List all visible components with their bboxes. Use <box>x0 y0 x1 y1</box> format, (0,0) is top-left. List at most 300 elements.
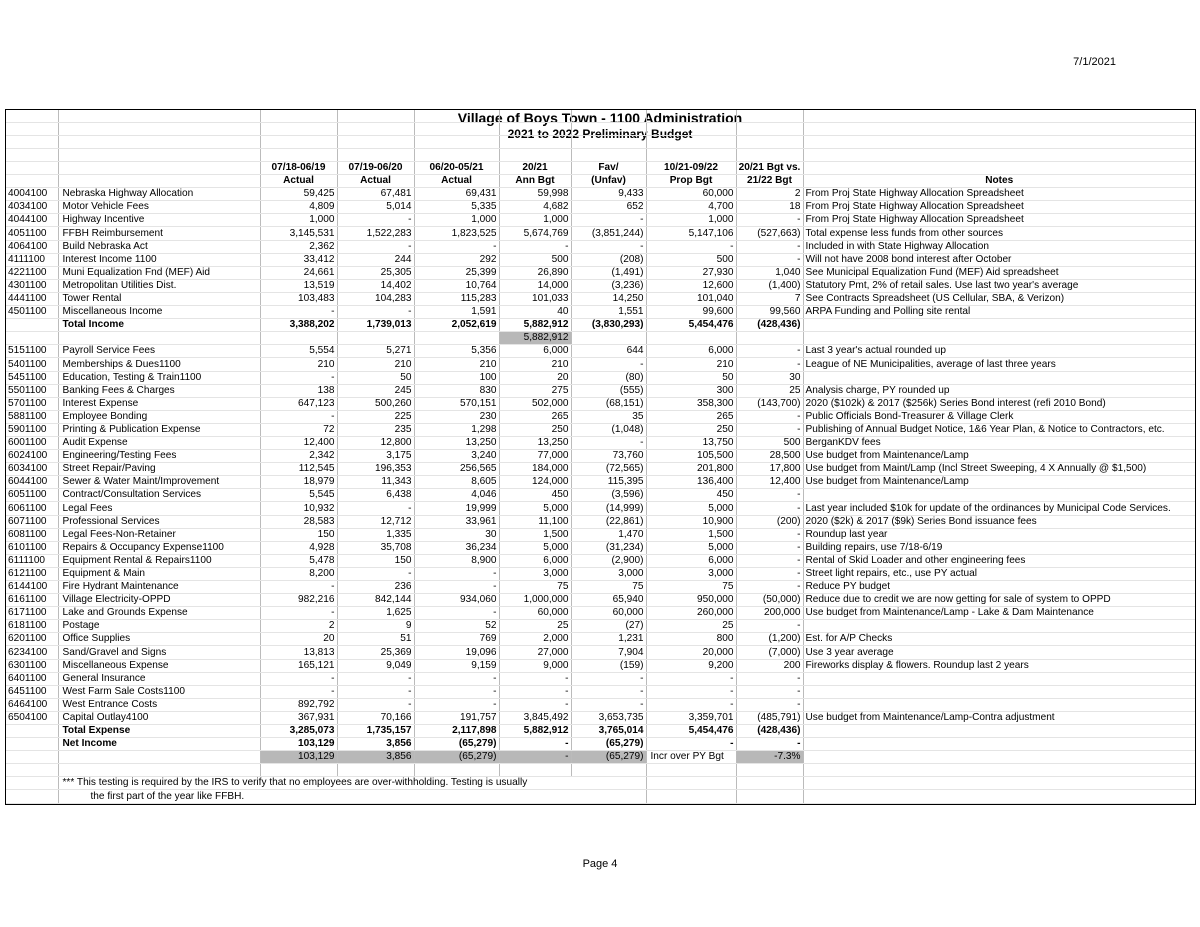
expense-row <box>6 607 1195 620</box>
budget-variance: 12,400 <box>736 476 803 489</box>
empty-cell <box>571 123 646 136</box>
line-note: See Municipal Equalization Fund (MEF) Aid spreadsheet <box>803 266 1195 279</box>
actual-1920: 25,305 <box>337 266 414 279</box>
account-code: 6034100 <box>6 463 58 476</box>
budget-variance: 18 <box>736 201 803 214</box>
line-description: Interest Expense <box>58 397 260 410</box>
actual-1819: - <box>260 581 337 594</box>
empty-cell <box>260 764 337 777</box>
line-note: Building repairs, use 7/18-6/19 <box>803 541 1195 554</box>
proposed-budget-2122: 201,800 <box>646 463 736 476</box>
proposed-budget-2122: 20,000 <box>646 646 736 659</box>
proposed-budget-2122: 101,040 <box>646 292 736 305</box>
actual-2021: 256,565 <box>414 463 499 476</box>
incr-over-py-label: Incr over PY Bgt <box>646 751 736 764</box>
account-code: 6181100 <box>6 620 58 633</box>
line-description: West Entrance Costs <box>58 698 260 711</box>
annual-budget-2021: 5,000 <box>499 502 571 515</box>
line-description: Muni Equalization Fnd (MEF) Aid <box>58 266 260 279</box>
net-income-check: 103,129 <box>260 751 337 764</box>
proposed-budget-2122: 1,500 <box>646 528 736 541</box>
budget-variance: (1,400) <box>736 279 803 292</box>
actual-1819: 33,412 <box>260 253 337 266</box>
expense-row <box>6 646 1195 659</box>
actual-2021: 33,961 <box>414 515 499 528</box>
line-note: See Contracts Spreadsheet (US Cellular, SBA, & Verizon) <box>803 292 1195 305</box>
expense-row <box>6 620 1195 633</box>
net-income-check: (65,279) <box>571 751 646 764</box>
empty-cell <box>499 110 571 123</box>
income-row <box>6 253 1195 266</box>
empty-cell <box>499 123 571 136</box>
line-description: Postage <box>58 620 260 633</box>
empty-cell <box>803 110 1195 123</box>
account-code <box>6 725 58 738</box>
account-code: 6234100 <box>6 646 58 659</box>
fav-unfav: - <box>571 240 646 253</box>
budget-variance: - <box>736 345 803 358</box>
actual-1920: - <box>337 502 414 515</box>
fav-unfav: - <box>571 214 646 227</box>
actual-1819: - <box>260 306 337 319</box>
line-description: Interest Income 1100 <box>58 253 260 266</box>
fav-unfav: 652 <box>571 201 646 214</box>
column-header: Ann Bgt <box>499 175 571 188</box>
budget-variance: - <box>736 738 803 751</box>
empty-cell <box>260 110 337 123</box>
annual-budget-2021: 3,845,492 <box>499 711 571 724</box>
empty-cell <box>803 149 1195 162</box>
line-description: Miscellaneous Income <box>58 306 260 319</box>
proposed-budget-2122: 105,500 <box>646 450 736 463</box>
empty-cell <box>6 110 58 123</box>
actual-2021: 19,096 <box>414 646 499 659</box>
income-row <box>6 188 1195 201</box>
proposed-budget-2122: - <box>646 240 736 253</box>
budget-variance: - <box>736 541 803 554</box>
annual-budget-2021: 20 <box>499 371 571 384</box>
incr-over-py-pct: -7.3% <box>736 751 803 764</box>
account-code: 6451100 <box>6 685 58 698</box>
fav-unfav: 9,433 <box>571 188 646 201</box>
account-code: 4111100 <box>6 253 58 266</box>
line-description: General Insurance <box>58 672 260 685</box>
annual-budget-2021: 1,000,000 <box>499 594 571 607</box>
actual-1920: 6,438 <box>337 489 414 502</box>
empty-cell <box>58 751 260 764</box>
empty-cell <box>260 149 337 162</box>
budget-variance: - <box>736 672 803 685</box>
actual-1819: 150 <box>260 528 337 541</box>
annual-budget-2021: 75 <box>499 581 571 594</box>
budget-variance: (527,663) <box>736 227 803 240</box>
empty-cell <box>803 162 1195 175</box>
annual-budget-2021: - <box>499 672 571 685</box>
line-note: Last 3 year's actual rounded up <box>803 345 1195 358</box>
actual-2021: - <box>414 581 499 594</box>
account-code: 4221100 <box>6 266 58 279</box>
empty-cell <box>646 123 736 136</box>
budget-variance: 30 <box>736 371 803 384</box>
fav-unfav: (159) <box>571 659 646 672</box>
empty-cell <box>646 332 736 345</box>
fav-unfav: (1,491) <box>571 266 646 279</box>
actual-1819: 367,931 <box>260 711 337 724</box>
line-description: Payroll Service Fees <box>58 345 260 358</box>
empty-cell <box>803 790 1195 803</box>
budget-variance: (485,791) <box>736 711 803 724</box>
line-note <box>803 698 1195 711</box>
fav-unfav: - <box>571 436 646 449</box>
empty-cell <box>736 790 803 803</box>
actual-1920: 12,712 <box>337 515 414 528</box>
line-description: Metropolitan Utilities Dist. <box>58 279 260 292</box>
income-row <box>6 306 1195 319</box>
actual-2021: 52 <box>414 620 499 633</box>
account-code: 4051100 <box>6 227 58 240</box>
account-code: 6464100 <box>6 698 58 711</box>
actual-1920: 25,369 <box>337 646 414 659</box>
empty-cell <box>803 777 1195 790</box>
line-note: Use budget from Maintenance/Lamp <box>803 450 1195 463</box>
account-code: 6024100 <box>6 450 58 463</box>
actual-1819: 138 <box>260 384 337 397</box>
actual-1920: 50 <box>337 371 414 384</box>
empty-cell <box>260 136 337 149</box>
fav-unfav: 115,395 <box>571 476 646 489</box>
actual-2021: 210 <box>414 358 499 371</box>
empty-cell <box>571 136 646 149</box>
line-note: Publishing of Annual Budget Notice, 1&6 Year Plan, & Notice to Contractors, etc. <box>803 423 1195 436</box>
income-row <box>6 240 1195 253</box>
line-note: Use budget from Maint/Lamp (Incl Street Sweeping, 4 X Annually @ $1,500) <box>803 463 1195 476</box>
fav-unfav: 644 <box>571 345 646 358</box>
account-code: 6071100 <box>6 515 58 528</box>
account-code: 4301100 <box>6 279 58 292</box>
empty-cell <box>58 175 260 188</box>
budget-variance: - <box>736 240 803 253</box>
empty-cell <box>337 149 414 162</box>
annual-budget-2021: 450 <box>499 489 571 502</box>
annual-budget-2021: 77,000 <box>499 450 571 463</box>
actual-2021: 2,117,898 <box>414 725 499 738</box>
line-description: Capital Outlay4100 <box>58 711 260 724</box>
actual-2021: 9,159 <box>414 659 499 672</box>
annual-budget-2021: 124,000 <box>499 476 571 489</box>
annual-budget-2021: - <box>499 240 571 253</box>
budget-variance: 17,800 <box>736 463 803 476</box>
empty-cell <box>736 332 803 345</box>
actual-1819: 3,145,531 <box>260 227 337 240</box>
empty-cell <box>414 764 499 777</box>
budget-variance: - <box>736 410 803 423</box>
empty-cell <box>6 149 58 162</box>
actual-2021: 830 <box>414 384 499 397</box>
actual-1819: 4,928 <box>260 541 337 554</box>
budget-variance: 500 <box>736 436 803 449</box>
expense-row <box>6 554 1195 567</box>
account-code: 4064100 <box>6 240 58 253</box>
empty-cell <box>646 110 736 123</box>
actual-1920: 11,343 <box>337 476 414 489</box>
empty-cell <box>414 110 499 123</box>
empty-cell <box>736 110 803 123</box>
account-code <box>6 319 58 332</box>
line-description: Banking Fees & Charges <box>58 384 260 397</box>
line-note: Analysis charge, PY rounded up <box>803 384 1195 397</box>
actual-1920: - <box>337 240 414 253</box>
proposed-budget-2122: 136,400 <box>646 476 736 489</box>
empty-cell <box>6 790 58 803</box>
account-code: 5701100 <box>6 397 58 410</box>
proposed-budget-2122: 260,000 <box>646 607 736 620</box>
line-note: Public Officials Bond-Treasurer & Village Clerk <box>803 410 1195 423</box>
actual-2021: 3,240 <box>414 450 499 463</box>
net-income-check: - <box>499 751 571 764</box>
income-row <box>6 201 1195 214</box>
empty-cell <box>646 136 736 149</box>
budget-variance: 99,560 <box>736 306 803 319</box>
fav-unfav: (65,279) <box>571 738 646 751</box>
empty-cell <box>6 751 58 764</box>
actual-1819: 2,362 <box>260 240 337 253</box>
line-description: Employee Bonding <box>58 410 260 423</box>
annual-budget-2021: - <box>499 685 571 698</box>
account-code: 6101100 <box>6 541 58 554</box>
annual-budget-2021: 26,890 <box>499 266 571 279</box>
empty-cell <box>571 110 646 123</box>
line-description: Motor Vehicle Fees <box>58 201 260 214</box>
actual-1920: 196,353 <box>337 463 414 476</box>
line-description: Memberships & Dues1100 <box>58 358 260 371</box>
actual-2021: - <box>414 698 499 711</box>
annual-budget-2021: 1,500 <box>499 528 571 541</box>
column-header: Actual <box>414 175 499 188</box>
account-code: 5901100 <box>6 423 58 436</box>
actual-1920: 210 <box>337 358 414 371</box>
fav-unfav: (2,900) <box>571 554 646 567</box>
line-note: Street light repairs, etc., use PY actual <box>803 567 1195 580</box>
budget-variance: - <box>736 489 803 502</box>
account-code: 4034100 <box>6 201 58 214</box>
annual-budget-2021: 3,000 <box>499 567 571 580</box>
line-note: Est. for A/P Checks <box>803 633 1195 646</box>
line-note <box>803 620 1195 633</box>
line-note <box>803 685 1195 698</box>
account-code: 6201100 <box>6 633 58 646</box>
line-note: Total expense less funds from other sources <box>803 227 1195 240</box>
expense-row <box>6 397 1195 410</box>
empty-cell <box>6 136 58 149</box>
actual-2021: - <box>414 240 499 253</box>
actual-2021: 69,431 <box>414 188 499 201</box>
actual-2021: 1,823,525 <box>414 227 499 240</box>
actual-1819: 5,554 <box>260 345 337 358</box>
fav-unfav: (3,830,293) <box>571 319 646 332</box>
column-header: 20/21 <box>499 162 571 175</box>
actual-2021: 30 <box>414 528 499 541</box>
empty-cell <box>260 332 337 345</box>
account-code: 6504100 <box>6 711 58 724</box>
account-code: 5501100 <box>6 384 58 397</box>
fav-unfav: (208) <box>571 253 646 266</box>
actual-2021: 4,046 <box>414 489 499 502</box>
empty-cell <box>414 149 499 162</box>
account-code: 6144100 <box>6 581 58 594</box>
line-note: Included in with State Highway Allocation <box>803 240 1195 253</box>
annual-budget-2021: - <box>499 738 571 751</box>
empty-cell <box>337 764 414 777</box>
empty-cell <box>646 149 736 162</box>
spacer-row <box>6 123 1195 136</box>
budget-variance: - <box>736 358 803 371</box>
proposed-budget-2122: 60,000 <box>646 188 736 201</box>
fav-unfav: 1,551 <box>571 306 646 319</box>
fav-unfav: 3,765,014 <box>571 725 646 738</box>
fav-unfav: 60,000 <box>571 607 646 620</box>
proposed-budget-2122: 358,300 <box>646 397 736 410</box>
empty-cell <box>58 332 260 345</box>
empty-cell <box>6 175 58 188</box>
fav-unfav: (3,236) <box>571 279 646 292</box>
actual-1920: 225 <box>337 410 414 423</box>
fav-unfav: (22,861) <box>571 515 646 528</box>
empty-cell <box>58 136 260 149</box>
expense-row <box>6 489 1195 502</box>
actual-1920: 842,144 <box>337 594 414 607</box>
empty-cell <box>6 162 58 175</box>
column-header-row-1 <box>6 162 1195 175</box>
line-description: Legal Fees-Non-Retainer <box>58 528 260 541</box>
actual-1920: 235 <box>337 423 414 436</box>
line-note: 2020 ($102k) & 2017 ($256k) Series Bond interest (refi 2010 Bond) <box>803 397 1195 410</box>
line-description: FFBH Reimbursement <box>58 227 260 240</box>
budget-variance: 7 <box>736 292 803 305</box>
actual-1819: 3,285,073 <box>260 725 337 738</box>
actual-1920: 9 <box>337 620 414 633</box>
actual-2021: 5,335 <box>414 201 499 214</box>
spacer-row <box>6 110 1195 123</box>
budget-variance: - <box>736 685 803 698</box>
actual-2021: 191,757 <box>414 711 499 724</box>
fav-unfav: (3,851,244) <box>571 227 646 240</box>
annual-budget-2021: 250 <box>499 423 571 436</box>
proposed-budget-2122: 3,000 <box>646 567 736 580</box>
account-code: 5451100 <box>6 371 58 384</box>
proposed-budget-2122: 99,600 <box>646 306 736 319</box>
footnote-row <box>6 790 1195 803</box>
line-description: Street Repair/Paving <box>58 463 260 476</box>
proposed-budget-2122: 50 <box>646 371 736 384</box>
fav-unfav: 1,231 <box>571 633 646 646</box>
expense-row <box>6 371 1195 384</box>
line-description: Village Electricity-OPPD <box>58 594 260 607</box>
budget-variance: 28,500 <box>736 450 803 463</box>
page-subtitle: 2021 to 2022 Preliminary Budget <box>507 127 693 141</box>
empty-cell <box>414 123 499 136</box>
line-description: Printing & Publication Expense <box>58 423 260 436</box>
print-date: 7/1/2021 <box>1073 56 1116 68</box>
budget-variance: - <box>736 698 803 711</box>
annual-budget-2021: 11,100 <box>499 515 571 528</box>
actual-2021: 934,060 <box>414 594 499 607</box>
line-note: Use budget from Maintenance/Lamp <box>803 476 1195 489</box>
footnote-text: *** This testing is required by the IRS to verify that no employees are over-withholding. Testing is usually <box>58 777 646 790</box>
actual-1819: 13,519 <box>260 279 337 292</box>
proposed-budget-2122: 1,000 <box>646 214 736 227</box>
line-note: Reduce PY budget <box>803 581 1195 594</box>
empty-cell <box>571 332 646 345</box>
column-header: Prop Bgt <box>646 175 736 188</box>
actual-2021: - <box>414 607 499 620</box>
annual-budget-2021: 210 <box>499 358 571 371</box>
proposed-budget-2122: 27,930 <box>646 266 736 279</box>
page-number: Page 4 <box>582 858 618 870</box>
actual-2021: 230 <box>414 410 499 423</box>
proposed-budget-2122: - <box>646 685 736 698</box>
actual-2021: 100 <box>414 371 499 384</box>
annual-budget-2021: - <box>499 698 571 711</box>
actual-1920: 5,271 <box>337 345 414 358</box>
annual-budget-2021: 5,000 <box>499 541 571 554</box>
income-row <box>6 279 1195 292</box>
proposed-budget-2122: 12,600 <box>646 279 736 292</box>
footnote-row <box>6 777 1195 790</box>
annual-budget-2021: 4,682 <box>499 201 571 214</box>
account-code: 5151100 <box>6 345 58 358</box>
account-code: 4441100 <box>6 292 58 305</box>
fav-unfav: 7,904 <box>571 646 646 659</box>
income-row <box>6 292 1195 305</box>
empty-cell <box>337 123 414 136</box>
line-note <box>803 371 1195 384</box>
actual-1819: 5,478 <box>260 554 337 567</box>
actual-1920: 1,522,283 <box>337 227 414 240</box>
annual-budget-2021: 1,000 <box>499 214 571 227</box>
annual-budget-2021: 9,000 <box>499 659 571 672</box>
expense-row <box>6 384 1195 397</box>
actual-1819: 103,483 <box>260 292 337 305</box>
line-description: Audit Expense <box>58 436 260 449</box>
budget-variance: - <box>736 253 803 266</box>
annual-budget-2021: 5,882,912 <box>499 319 571 332</box>
line-note <box>803 738 1195 751</box>
expense-row <box>6 659 1195 672</box>
budget-variance: - <box>736 528 803 541</box>
fav-unfav: 3,653,735 <box>571 711 646 724</box>
fav-unfav: - <box>571 698 646 711</box>
proposed-budget-2122: 265 <box>646 410 736 423</box>
actual-1819: 647,123 <box>260 397 337 410</box>
empty-cell <box>803 751 1195 764</box>
proposed-budget-2122: 25 <box>646 620 736 633</box>
expense-row <box>6 672 1195 685</box>
expense-row <box>6 502 1195 515</box>
shaded-net-row <box>6 751 1195 764</box>
empty-cell <box>337 332 414 345</box>
expense-row <box>6 358 1195 371</box>
budget-variance: (143,700) <box>736 397 803 410</box>
annual-budget-2021: 2,000 <box>499 633 571 646</box>
line-note <box>803 489 1195 502</box>
actual-1819: 103,129 <box>260 738 337 751</box>
budget-variance: - <box>736 620 803 633</box>
budget-table-body <box>6 110 1195 803</box>
empty-cell <box>803 332 1195 345</box>
line-note <box>803 672 1195 685</box>
actual-1920: 35,708 <box>337 541 414 554</box>
actual-1819: - <box>260 371 337 384</box>
